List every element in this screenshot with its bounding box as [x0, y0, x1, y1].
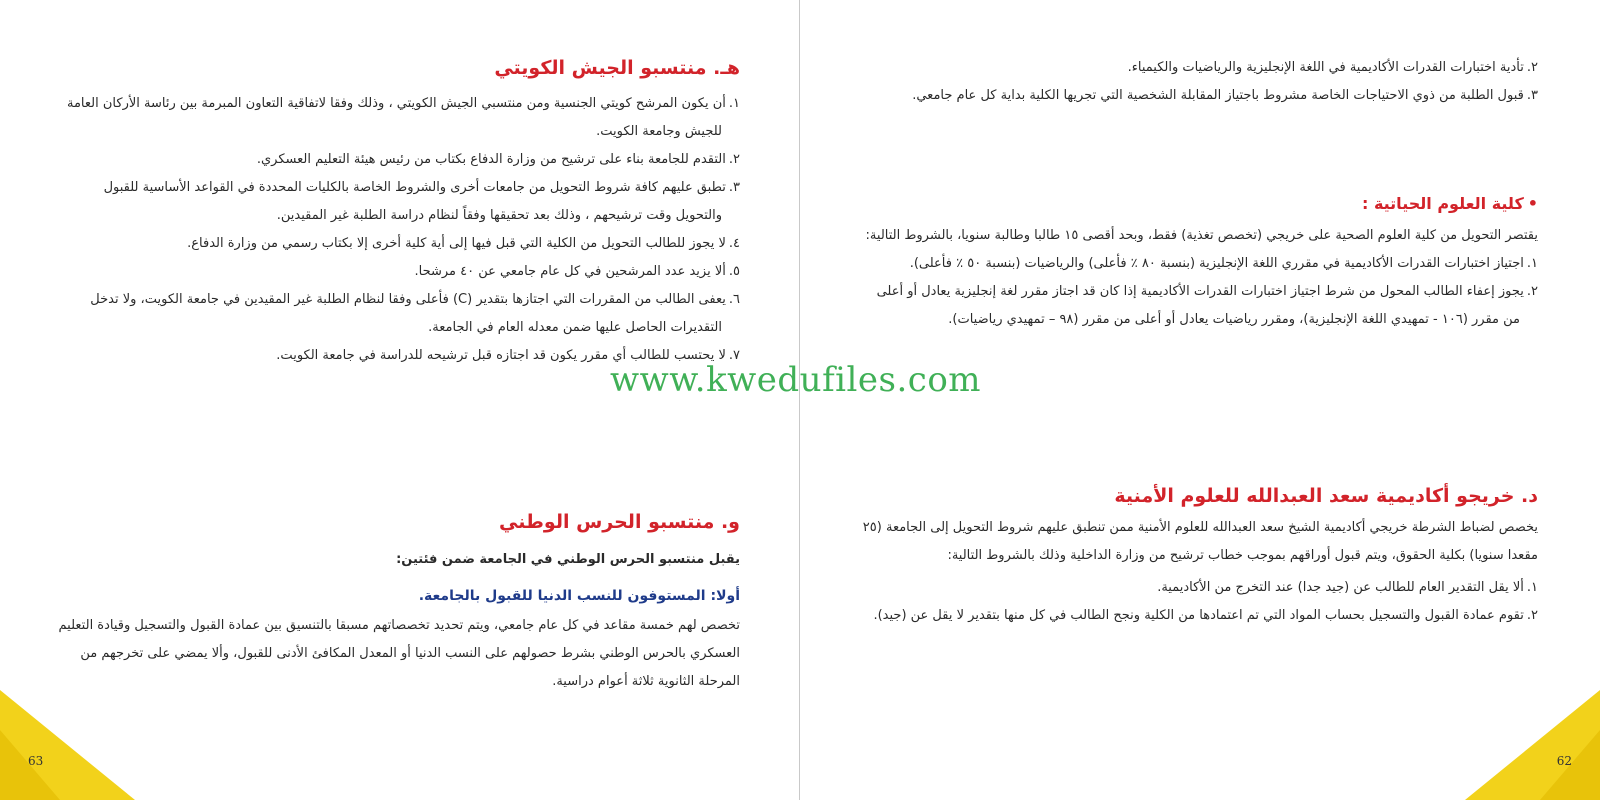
security-academy-intro: يخصص لضباط الشرطة خريجي أكاديمية الشيخ سعد العبدالله للعلوم الأمنية ممن تنطبق عليهم شروط التحويل إلى الجامعة (٢٥ مقعدا سنويا) بكلية الحقوق، ويتم قبول أوراقهم بموجب خطاب ترشيح من وزارة الداخلية وذلك بالشروط التالية:: [862, 520, 1538, 563]
life-sciences-intro: يقتصر التحويل من كلية العلوم الصحية على خريجي (تخصص تغذية) فقط، وبحد أقصى ١٥ طالبا وطالبة سنويا، بالشروط التالية:: [865, 228, 1538, 243]
life-sciences-list: [856, 250, 1538, 334]
heading-life-sciences: •كلية العلوم الحياتية :: [1361, 194, 1538, 213]
list-item: ١.ألا يقل التقدير العام للطالب عن (جيد جدا) عند التخرج من الأكاديمية.: [1157, 580, 1538, 595]
list-item: ١.اجتياز اختبارات القدرات الأكاديمية في مقرري اللغة الإنجليزية (بنسبة ٨٠ ٪ فأعلى) والرياضيات (بنسبة ٥٠ ٪ فأعلى).: [909, 256, 1538, 271]
national-guard-paragraph: تخصص لهم خمسة مقاعد في كل عام جامعي، ويتم تحديد تخصصاتهم مسبقا بالتنسيق بين عمادة القبول والتسجيل وقيادة التعليم العسكري بالحرس الوطني بشرط حصولهم على النسب الدنيا أو المعدل المكافئ الأدنى للقبول، وألا يمضي على تخرجهم من المرحلة الثانوية ثلاثة أعوام دراسية.: [58, 618, 740, 689]
page-62: [800, 0, 1600, 800]
list-item: ٢.تقوم عمادة القبول والتسجيل بحساب المواد التي تم اعتمادها من الكلية ونجح الطالب في كل منها بتقدير لا يقل عن (جيد).: [873, 608, 1538, 623]
security-academy-list: [856, 574, 1538, 630]
section-life-sciences: [856, 190, 1538, 334]
section-national-guard: [58, 508, 740, 696]
list-item: ٢.يجوز إعفاء الطالب المحول من شرط اجتياز اختبارات القدرات الأكاديمية إذا كان قد اجتاز مقرر لغة إنجليزية يعادل أو أعلى من مقرر (١٠٦ - تمهيدي اللغة الإنجليزية)، ومقرر رياضيات يعادل أو أعلى من مقرر (٩٨ – تمهيدي رياضيات).: [876, 284, 1538, 327]
bullet-icon: •: [1527, 194, 1538, 213]
section-continued: [856, 54, 1538, 110]
continued-list: [856, 54, 1538, 110]
heading-army: هـ. منتسبو الجيش الكويتي: [494, 57, 740, 79]
list-item: ٧.لا يحتسب للطالب أي مقرر يكون قد اجتازه قبل ترشيحه للدراسة في جامعة الكويت.: [276, 348, 740, 363]
list-item: ٢.تأدية اختبارات القدرات الأكاديمية في اللغة الإنجليزية والرياضيات والكيمياء.: [1127, 60, 1538, 75]
national-guard-intro: يقبل منتسبو الحرس الوطني في الجامعة ضمن فئتين:: [396, 552, 740, 567]
heading-national-guard: و. منتسبو الحرس الوطني: [499, 511, 740, 533]
section-security-academy: [856, 482, 1538, 630]
list-item: ٢.التقدم للجامعة بناء على ترشيح من وزارة الدفاع بكتاب من رئيس هيئة التعليم العسكري.: [256, 152, 740, 167]
list-item: ٤.لا يجوز للطالب التحويل من الكلية التي قبل فيها إلى أية كلية أخرى إلا بكتاب رسمي من وزارة الدفاع.: [187, 236, 740, 251]
page-number: 63: [28, 754, 44, 768]
yellow-corner-decoration: [1460, 670, 1600, 800]
list-item: ٣.تطبق عليهم كافة شروط التحويل من جامعات أخرى والشروط الخاصة بالكليات المحددة في القواعد الأساسية للقبول والتحويل وقت ترشيحهم ، وذلك بعد تحقيقها وفقاً لنظام دراسة الطلبة غير المقيدين.: [103, 180, 740, 223]
army-list: [58, 90, 740, 370]
heading-security-academy: د. خريجو أكاديمية سعد العبدالله للعلوم الأمنية: [1114, 485, 1538, 507]
list-item: ٥.ألا يزيد عدد المرشحين في كل عام جامعي عن ٤٠ مرشحا.: [414, 264, 740, 279]
yellow-corner-decoration: [0, 670, 140, 800]
page-number: 62: [1556, 754, 1572, 768]
list-item: ٣.قبول الطلبة من ذوي الاحتياجات الخاصة مشروط باجتياز المقابلة الشخصية التي تجريها الكلية بداية كل عام جامعي.: [912, 88, 1538, 103]
watermark: www.kwedufiles.com: [610, 360, 982, 400]
list-item: ١.أن يكون المرشح كويتي الجنسية ومن منتسبي الجيش الكويتي ، وذلك وفقا لاتفاقية التعاون المبرمة بين رئاسة الأركان العامة للجيش وجامعة الكويت.: [67, 96, 740, 139]
list-item: ٦.يعفى الطالب من المقررات التي اجتازها بتقدير (C) فأعلى وفقا لنظام الطلبة غير المقيدين في جامعة الكويت، ولا تدخل التقديرات الحاصل عليها ضمن معدله العام في الجامعة.: [90, 292, 740, 335]
section-army: [58, 54, 740, 370]
national-guard-subheading: أولا: المستوفون للنسب الدنيا للقبول بالجامعة.: [418, 588, 740, 604]
